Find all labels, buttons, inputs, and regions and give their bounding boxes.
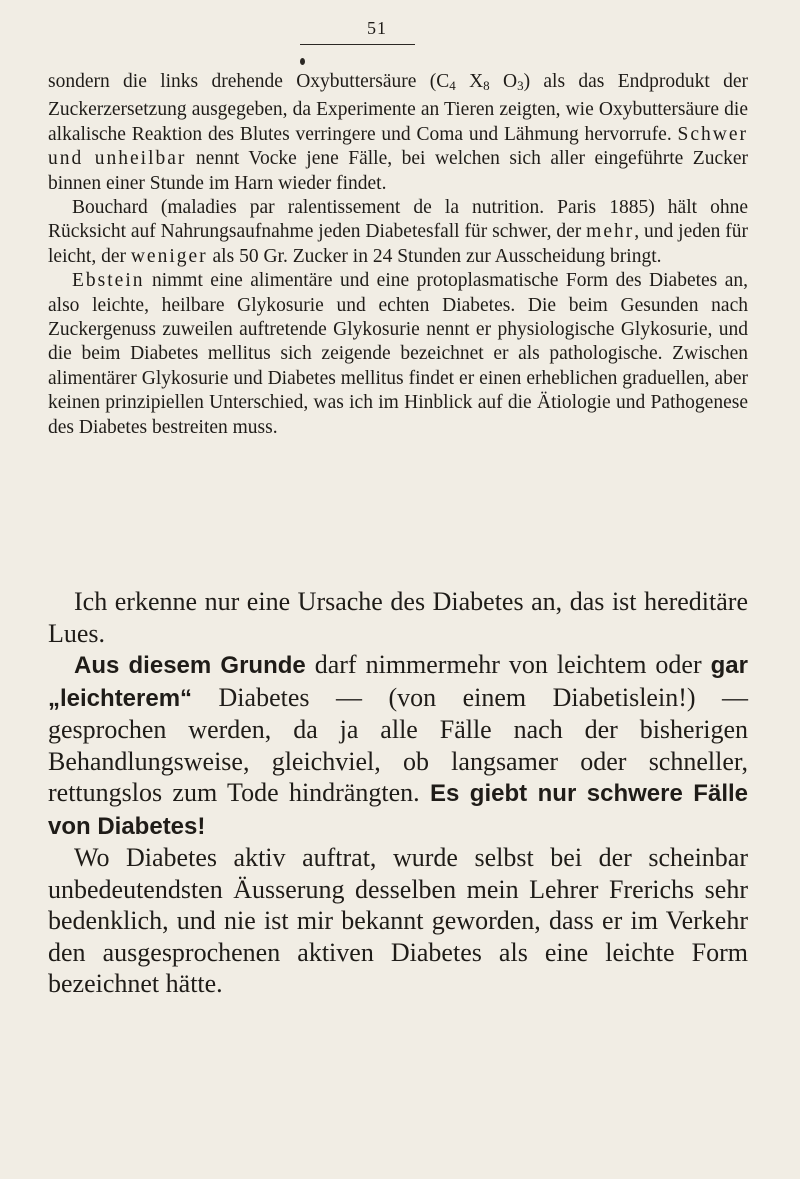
emphasis-mehr: mehr xyxy=(586,221,635,243)
page-number: 51 xyxy=(367,18,387,38)
emphasis-weniger: weniger xyxy=(130,245,208,267)
paragraph-ebstein: Ebstein nimmt eine alimentäre und eine protoplasmatische Form des Diabetes an, also leichte, heilbare Glykosurie und echten Diabetes. Die beim Gesunden nach Zuckergenuss zuweilen auftretende Glykosurie nennt er physiologische Glykosurie, und die beim Diabetes mellitus sich zeigende bezeichnet er als pathologische. Zwischen alimentärer Glykosurie und Diabetes mellitus findet er einen erheblichen graduellen, aber keinen prinzipiellen Unterschied, was ich im Hinblick auf die Ätiologie und Pathogenese des Diabetes bestreiten muss. xyxy=(48,270,748,438)
paragraph-frerichs: Wo Diabetes aktiv auftrat, wurde selbst bei der scheinbar unbedeutendsten Äusserung desselben mein Lehrer Frerichs sehr bedenklich, und nie ist mir bekannt geworden, dass er im Verkehr den ausgesprochenen aktiven Diabetes als eine leichte Form bezeichnet hätte. xyxy=(48,843,748,998)
emphasis-leichterem: gar „leichterem“ xyxy=(48,652,748,712)
emphasis-ebstein: Ebstein xyxy=(72,270,145,292)
emphasis-aus-diesem-grunde: Aus diesem Grunde xyxy=(74,652,306,679)
small-print-block xyxy=(48,70,748,440)
ink-dot xyxy=(300,58,305,65)
paragraph-ursache: Ich erkenne nur eine Ursache des Diabetes an, das ist hereditäre Lues. xyxy=(48,587,748,648)
emphasis-schwer-unheilbar: Schwer und unheilbar xyxy=(48,123,749,170)
paragraph-leichter-diabetes: Aus diesem Grunde darf nimmermehr von leichtem oder gar „leichterem“ Diabetes — (von einem Diabetislein!) — gesprochen werden, da ja alle Fälle nach der bisherigen Behandlungsweise, gleichviel, ob langsamer oder schneller, rettungslos zum Tode hindrängten. Es giebt nur schwere Fälle von Diabetes! xyxy=(48,650,748,840)
paragraph-bouchard: Bouchard (maladies par ralentissement de la nutrition. Paris 1885) hält ohne Rücksicht auf Nahrungsaufnahme jeden Diabetesfall für schwer, der mehr, und jeden für leicht, der weniger als 50 Gr. Zucker in 24 Stunden zur Ausscheidung bringt. xyxy=(48,197,749,267)
paragraph-oxybuttersaeure: sondern die links drehende Oxybuttersäure ($C_4$ $X_8$ $O_3$) als das Endprodukt der Zuckerzersetzung ausgegeben, da Experimente an Tieren zeigten, wie Oxybuttersäure die alkalische Reaktion des Blutes verringere und Coma und Lähmung hervorrufe. Schwer und unheilbar nennt Vocke jene Fälle, bei welchen sich aller eingeführte Zucker binnen einer Stunde im Harn wieder findet. xyxy=(48,71,749,194)
header-rule xyxy=(300,44,415,45)
emphasis-nur-schwere-faelle: Es giebt nur schwere Fälle von Diabetes! xyxy=(48,780,748,840)
large-print-block xyxy=(48,586,748,1000)
